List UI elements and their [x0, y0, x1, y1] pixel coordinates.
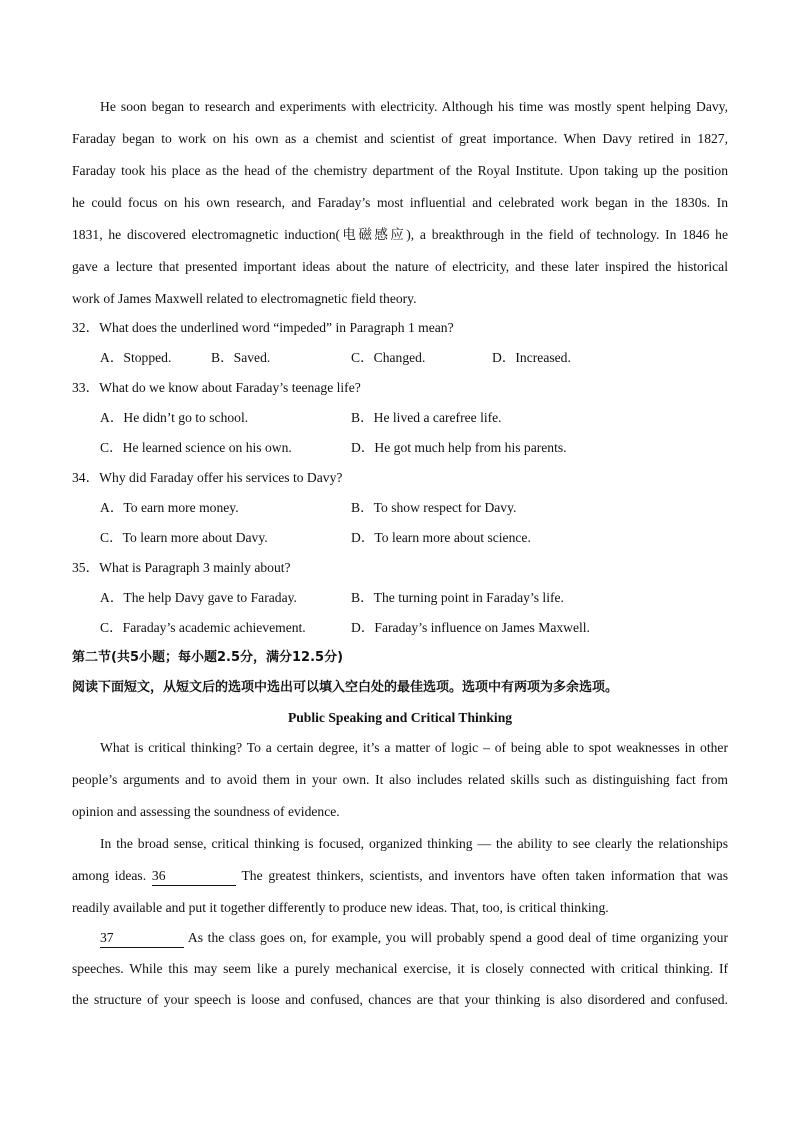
q32-option-a[interactable]: A．Stopped. [100, 350, 172, 365]
question-32-stem: 32．What does the underlined word “impeded” in Paragraph 1 mean? [72, 320, 454, 335]
paragraph-line: the structure of your speech is loose and confused, chances are that your thinking is also disordered and confused. [72, 992, 728, 1007]
paragraph-line: work of James Maxwell related to electromagnetic field theory. [72, 291, 417, 306]
paragraph-line: 1831, he discovered electromagnetic induction(电磁感应), a breakthrough in the field of technology. In 1846 he [72, 227, 728, 242]
question-34-stem: 34．Why did Faraday offer his services to Davy? [72, 470, 343, 485]
q34-option-b[interactable]: B．To show respect for Davy. [351, 500, 517, 515]
paragraph-line: In the broad sense, critical thinking is focused, organized thinking — the ability to see clearly the relationships [100, 836, 728, 851]
paragraph-line: Faraday took his place as the head of the chemistry department of the Royal Institute. Upon taking up the position [72, 163, 728, 178]
paragraph-line: opinion and assessing the soundness of evidence. [72, 804, 340, 819]
paragraph-line [72, 922, 728, 953]
paragraph-line: he could focus on his own research, and Faraday’s most influential and celebrated work began in the 1830s. In [72, 195, 728, 210]
paragraph-line: Faraday began to work on his own as a chemist and scientist of great importance. When Davy retired in 1827, [72, 131, 728, 146]
q34-option-d[interactable]: D．To learn more about science. [351, 530, 531, 545]
q32-option-d[interactable]: D．Increased. [492, 350, 571, 365]
blank-36[interactable]: 36 [152, 867, 236, 886]
critical-thinking-paragraph-3 [72, 922, 728, 1015]
q33-option-c[interactable]: C．He learned science on his own. [100, 440, 292, 455]
paragraph-line: people’s arguments and to avoid them in your own. It also includes related skills such as distinguishing fact from [72, 772, 728, 787]
q32-option-b[interactable]: B．Saved. [211, 350, 271, 365]
blank-37[interactable]: 37 [100, 929, 184, 948]
q35-option-c[interactable]: C．Faraday’s academic achievement. [100, 620, 306, 635]
q33-option-d[interactable]: D．He got much help from his parents. [351, 440, 567, 455]
paragraph-line [72, 860, 728, 892]
question-35-stem: 35．What is Paragraph 3 mainly about? [72, 560, 291, 575]
q33-option-b[interactable]: B．He lived a carefree life. [351, 410, 502, 425]
text-fragment: The greatest thinkers, scientists, and inventors have often taken information that was [241, 868, 729, 883]
q35-option-a[interactable]: A．The help Davy gave to Faraday. [100, 590, 297, 605]
section-heading: 第二节(共5小题；每小题2.5分，满分12.5分) [72, 650, 344, 665]
section-instruction: 阅读下面短文，从短文后的选项中选出可以填入空白处的最佳选项。选项中有两项为多余选项。 [72, 680, 619, 695]
q35-option-d[interactable]: D．Faraday’s influence on James Maxwell. [351, 620, 590, 635]
q34-option-c[interactable]: C．To learn more about Davy. [100, 530, 268, 545]
q33-option-a[interactable]: A．He didn’t go to school. [100, 410, 249, 425]
q32-option-c[interactable]: C．Changed. [351, 350, 426, 365]
text-fragment: As the class goes on, for example, you will probably spend a good deal of time organizing your [187, 930, 728, 945]
passage-title: Public Speaking and Critical Thinking [287, 710, 513, 725]
paragraph-line: readily available and put it together differently to produce new ideas. That, too, is critical thinking. [72, 900, 609, 915]
paragraph-line: What is critical thinking? To a certain degree, it’s a matter of logic – of being able to spot weaknesses in other [100, 740, 728, 755]
faraday-paragraph [72, 91, 728, 315]
paragraph-line: gave a lecture that presented important ideas about the nature of electricity, and these later inspired the historical [72, 259, 728, 274]
paragraph-line: He soon began to research and experiments with electricity. Although his time was mostly spent helping Davy, [100, 99, 728, 114]
text-fragment: among ideas. [72, 868, 147, 883]
question-33-stem: 33．What do we know about Faraday’s teenage life? [72, 380, 361, 395]
paragraph-line: speeches. While this may seem like a purely mechanical exercise, it is closely connected with critical thinking. If [72, 961, 728, 976]
q35-option-b[interactable]: B．The turning point in Faraday’s life. [351, 590, 564, 605]
critical-thinking-paragraph-1 [72, 732, 728, 828]
critical-thinking-paragraph-2 [72, 828, 728, 924]
q34-option-a[interactable]: A．To earn more money. [100, 500, 239, 515]
